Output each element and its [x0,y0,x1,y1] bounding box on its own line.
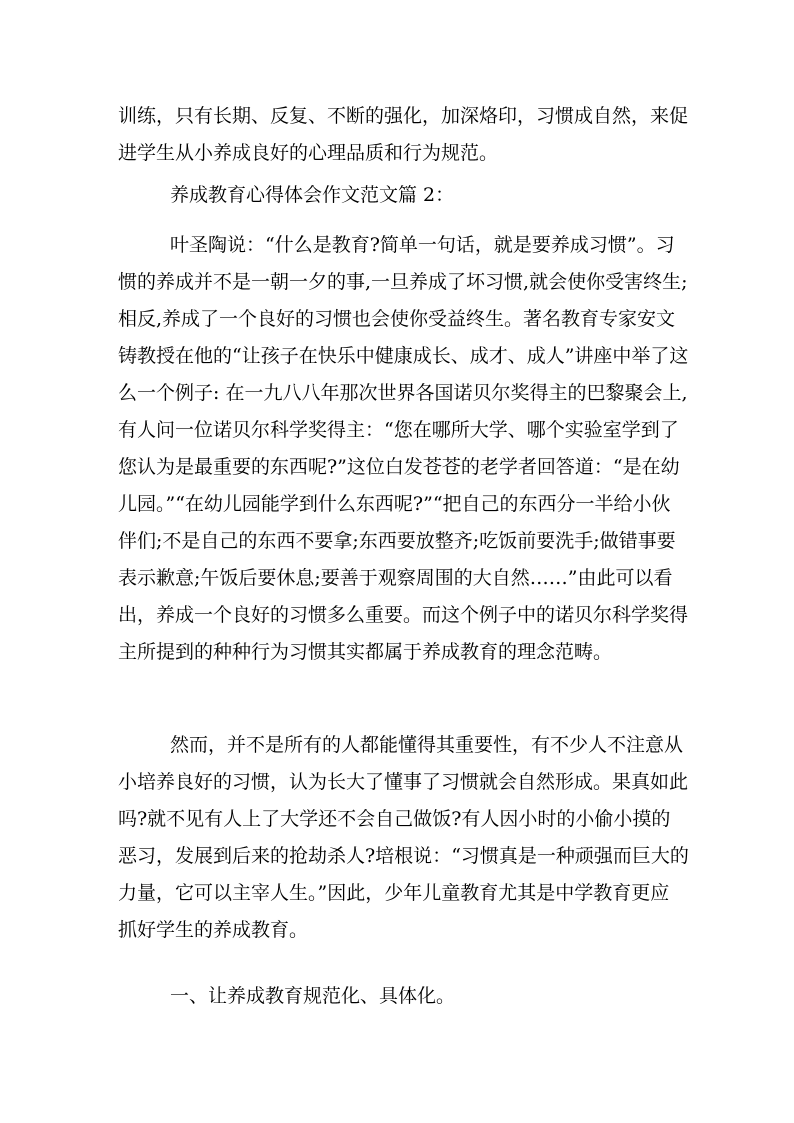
text-line: 有人问一位诺贝尔科学奖得主：“您在哪所大学、哪个实验室学到了 [118,419,679,441]
text-line: 叶圣陶说：“什么是教育?简单一句话，就是要养成习惯”。习 [170,234,675,256]
text-line: 相反,养成了一个良好的习惯也会使你受益终生。著名教育专家安文 [118,308,676,330]
text-line: 您认为是最重要的东西呢?”这位白发苍苍的老学者回答道：“是在幼 [118,456,680,478]
text-line: 表示歉意;午饭后要休息;要善于观察周围的大自然……”由此可以看 [118,567,673,589]
text-line: 小培养良好的习惯，认为长大了懂事了习惯就会自然形成。果真如此 [118,771,689,793]
list-item [118,978,678,1015]
section-heading-text: 养成教育心得体会作文范文篇 2： [170,184,455,206]
paragraph-1 [118,227,689,671]
text-line: 力量，它可以主宰人生。”因此，少年儿童教育尤其是中学教育更应 [118,882,670,904]
paragraph-continuation [118,98,689,172]
section-heading [118,177,678,214]
text-line: 出，养成一个良好的习惯多么重要。而这个例子中的诺贝尔科学奖得 [118,604,689,626]
text-line: 进学生从小养成良好的心理品质和行为规范。 [118,142,499,164]
paragraph-2 [118,727,689,949]
text-line: 抓好学生的养成教育。 [118,919,309,941]
text-line: 训练，只有长期、反复、不断的强化，加深烙印，习惯成自然，来促 [118,105,689,127]
list-item-text: 一、让养成教育规范化、具体化。 [170,985,456,1007]
text-line: 伴们;不是自己的东西不要拿;东西要放整齐;吃饭前要洗手;做错事要 [118,530,676,552]
text-line: 然而，并不是所有的人都能懂得其重要性，有不少人不注意从 [170,734,684,756]
text-line: 恶习，发展到后来的抢劫杀人?培根说：“习惯真是一种顽强而巨大的 [118,845,689,867]
text-line: 吗?就不见有人上了大学还不会自己做饭?有人因小时的小偷小摸的 [118,808,671,830]
text-line: 么一个例子: 在一九八八年那次世界各国诺贝尔奖得主的巴黎聚会上, [118,382,688,404]
text-line: 主所提到的种种行为习惯其实都属于养成教育的理念范畴。 [118,641,613,663]
text-line: 铸教授在他的“让孩子在快乐中健康成长、成才、成人”讲座中举了这 [118,345,689,367]
text-line: 儿园。”“在幼儿园能学到什么东西呢?”“把自己的东西分一半给小伙 [118,493,671,515]
text-line: 惯的养成并不是一朝一夕的事,一旦养成了坏习惯,就会使你受害终生; [118,271,688,293]
